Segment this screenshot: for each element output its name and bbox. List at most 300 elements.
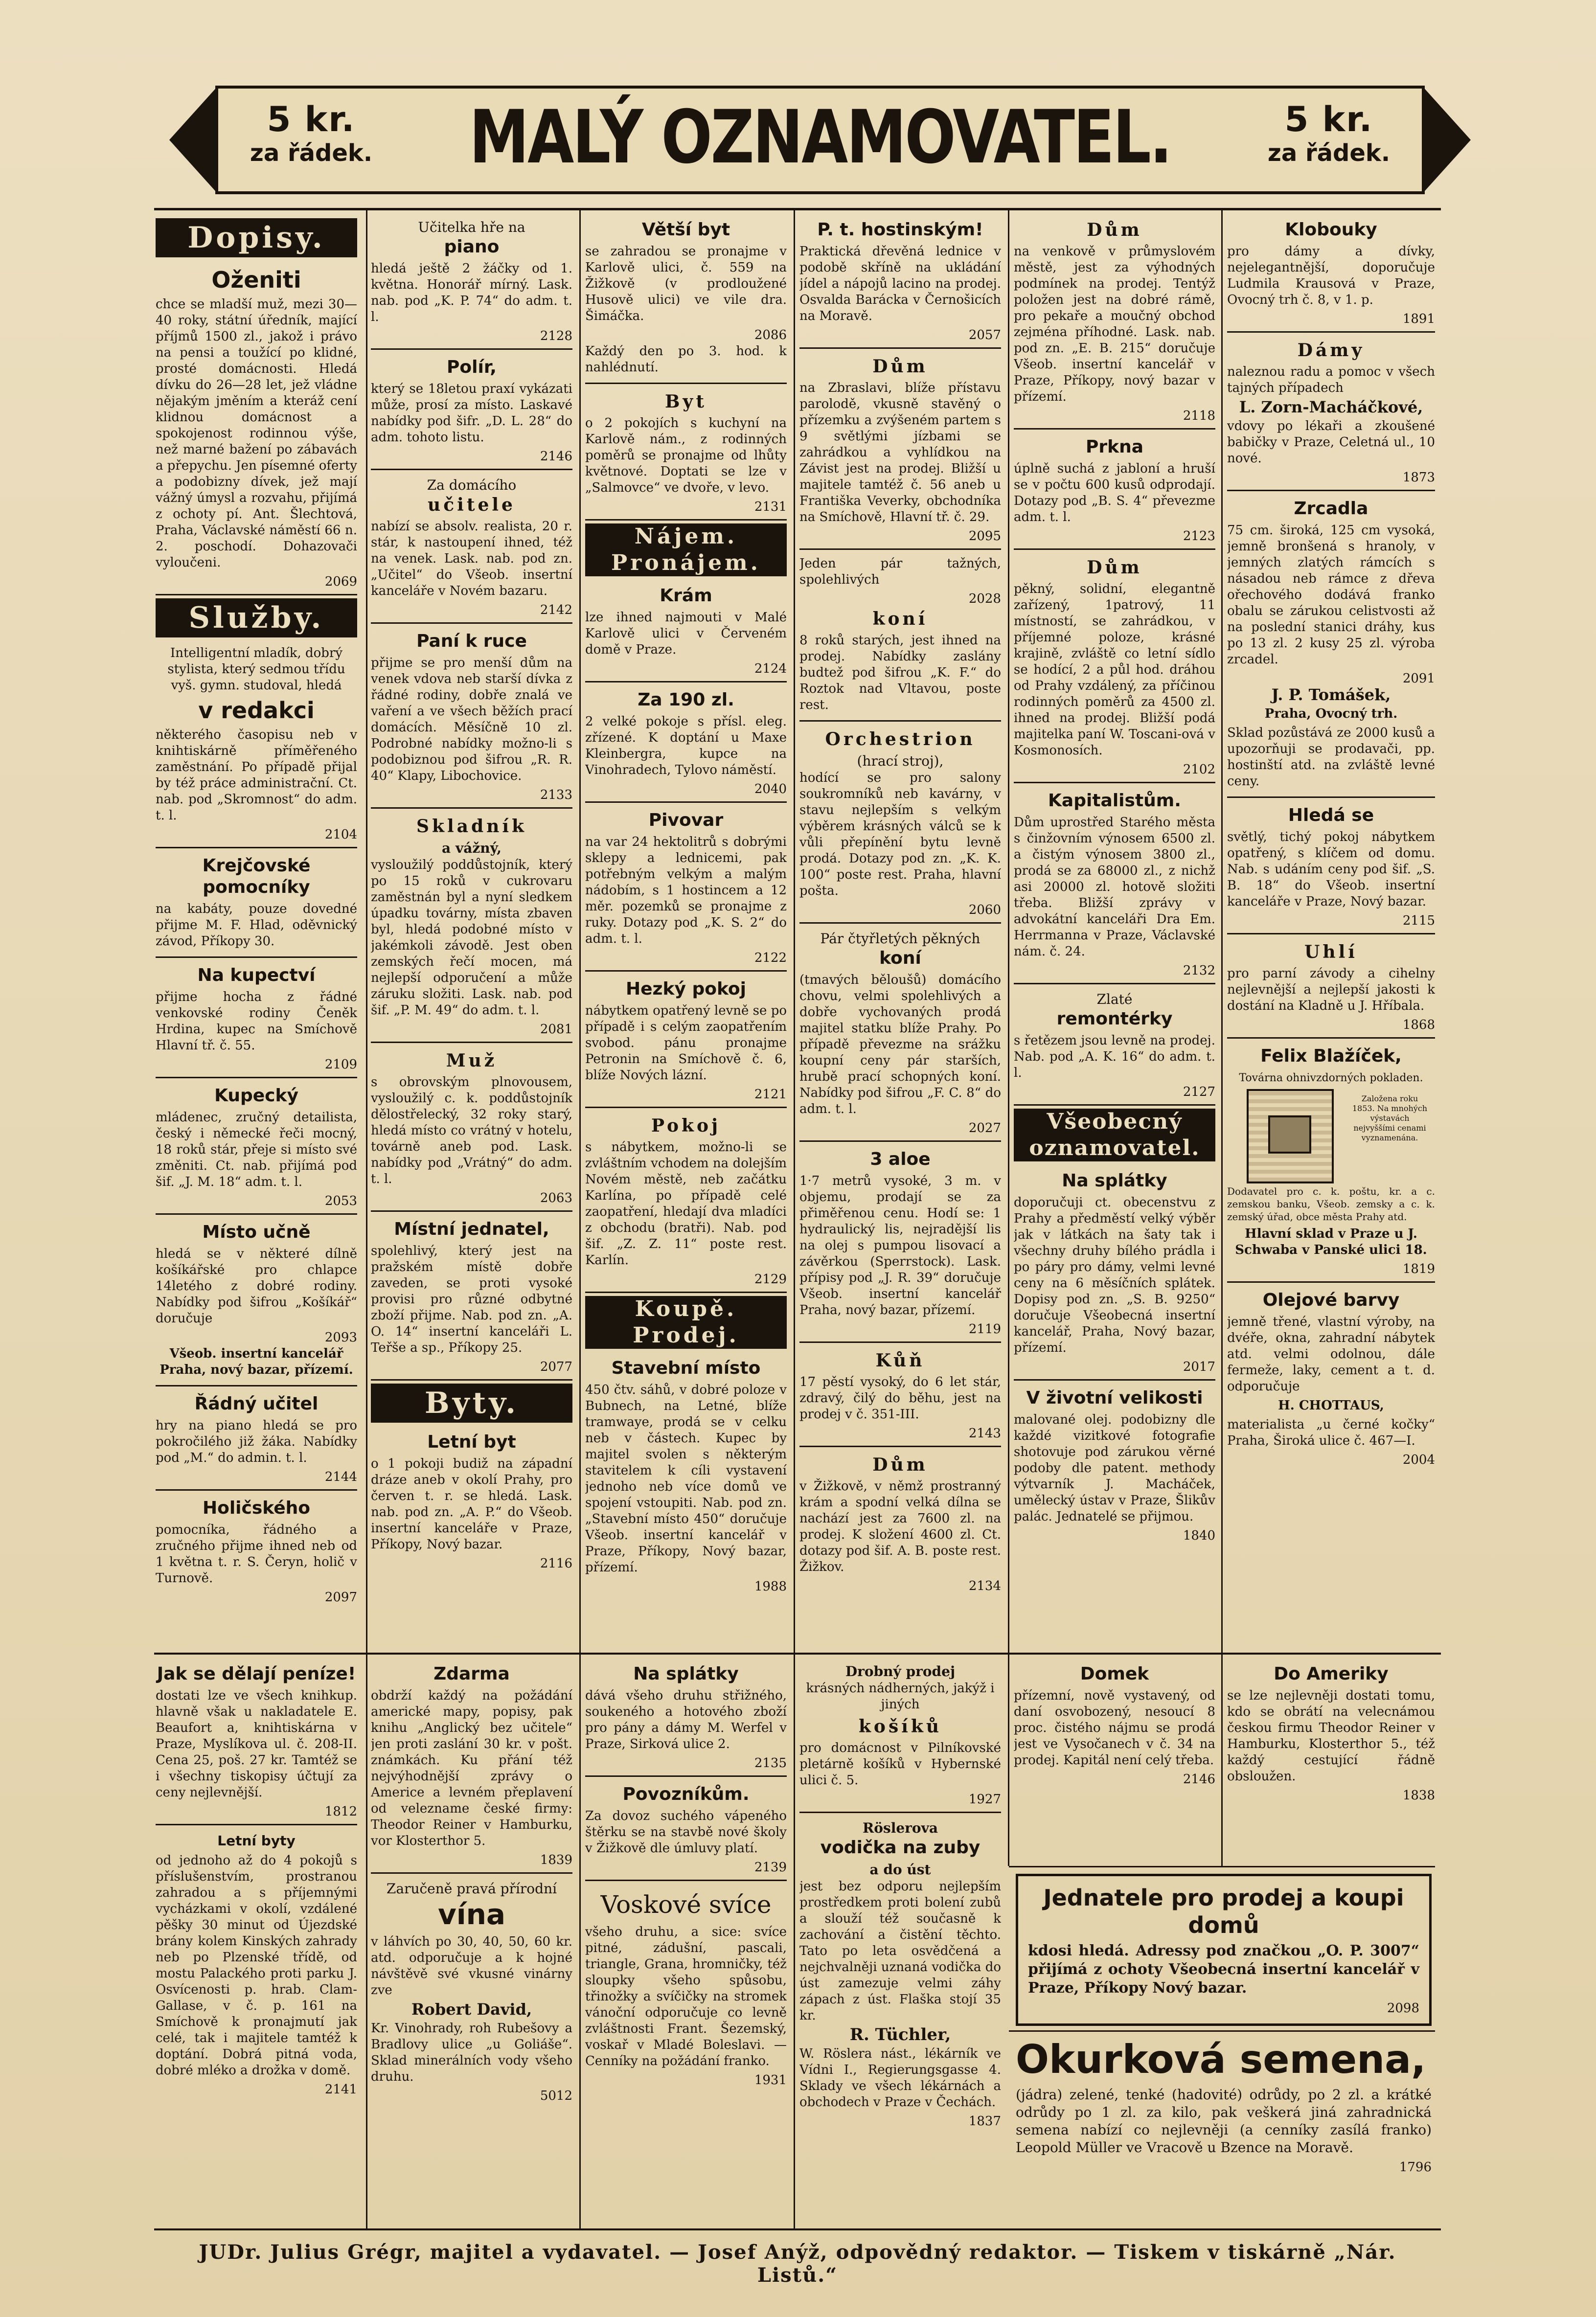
ad-number: 2142 bbox=[540, 603, 572, 617]
ad-heading: Na splátky bbox=[1062, 1171, 1167, 1191]
ad-text: se zahradou se pronajme v Karlově ulici, č. 559 na Žižkově (v prodloužené Husově ulici) ve vile dra. Šimáčka. bbox=[585, 244, 787, 323]
ad-heading: Drobný prodej bbox=[845, 1663, 956, 1680]
ad-subheading: Továrna ohnivzdorných pokladen. bbox=[1239, 1072, 1423, 1084]
ad-heading: vína bbox=[437, 1898, 506, 1931]
ad-text: mládenec, zručný detailista, český i německé řeči mocný, 18 roků stár, přeje si místo své změniti. Ct. nab. přijímá pod šif. „J. M. 18“ adm. t. l. bbox=[156, 1110, 357, 1189]
ad-heading: vodička na zuby bbox=[820, 1838, 980, 1858]
ad-heading: Kupecký bbox=[214, 1086, 298, 1106]
ad-heading: Felix Blažíček, bbox=[1260, 1046, 1402, 1066]
ad-text: se lze nejlevněji dostati tomu, kdo se obrátí na velecnámou českou firmu Theodor Reiner v Hamburku, Klosterthor 5., též každý cestující řádně obsloužen. bbox=[1227, 1688, 1435, 1784]
ad-text: vdovy po lékaři a zkoušené babičky v Praze, Celetná ul., 10 nové. bbox=[1227, 419, 1435, 466]
ad-hleda-se bbox=[1227, 801, 1435, 934]
ad-zivotni-velikosti bbox=[1014, 1384, 1215, 1548]
ad-number: 1812 bbox=[324, 1804, 357, 1819]
ad-subheading: (hrací stroj), bbox=[857, 753, 944, 769]
imprint-footer: JUDr. Julius Grégr, majitel a vydavatel. — Josef Anýž, odpovědný redaktor. — Tiskem v tiskárně „Nár. Listů.“ bbox=[199, 2241, 1396, 2287]
ad-heading: Oženiti bbox=[211, 267, 301, 293]
ad-heading: Zrcadla bbox=[1294, 499, 1368, 519]
ad-kupecky bbox=[156, 1081, 357, 1215]
ad-text: 17 pěstí vysoký, do 6 let stár, zdravý, čilý do běhu, jest na prodej v č. 351-III. bbox=[799, 1375, 1001, 1422]
ad-piano bbox=[371, 215, 572, 350]
ad-text: nabízí se absolv. realista, 20 r. stár, k nastoupení ihned, též na venek. Lask. nab. pod zn. „Učitel“ do Všeob. insertní kanceláře v Novém bazaru. bbox=[371, 519, 572, 598]
ad-heading: Paní k ruce bbox=[416, 631, 527, 651]
section-najem: Nájem. Pronájem. bbox=[585, 523, 787, 576]
ad-number: 2144 bbox=[324, 1470, 357, 1484]
ad-text: na var 24 hektolitrů s dobrými sklepy a lednicemi, pak potřebným velkým a malým nádobím, s 1 hostincem a 12 měr. pozemků se pronajme z ruky. Dotazy pod „K. S. 2“ do adm. t. l. bbox=[585, 835, 787, 946]
divider-horizontal bbox=[1009, 2030, 1435, 2032]
ad-text: Dům uprostřed Starého města s činžovním výnosem 6500 zl. a čistým výnosem 3800 zl., prodá se za 68000 zl., z nichž asi 20000 zl. hotově složiti třeba. Bližší zprávy v advokátní kanceláři Dra Em. Herrmanna v Praze, Václavské nám. č. 24. bbox=[1014, 815, 1215, 959]
ad-heading: Domek bbox=[1080, 1664, 1149, 1684]
ad-kram bbox=[585, 581, 787, 682]
ad-vetsi-byt bbox=[585, 215, 787, 384]
lower-column-2 bbox=[371, 1659, 572, 2225]
ad-number: 1839 bbox=[540, 1853, 572, 1867]
ad-number: 1873 bbox=[1402, 470, 1435, 485]
ad-number: 2146 bbox=[540, 449, 572, 464]
ad-heading: v redakci bbox=[198, 697, 315, 724]
ad-text: Praktická dřevěná lednice v podobě skříně na ukládání jídel a nápojů lacino na prodej. Osvalda Barácka v Černošicích na Moravě. bbox=[799, 244, 1001, 323]
ad-number: 1988 bbox=[754, 1579, 787, 1594]
ad-voskove-svice bbox=[585, 1884, 787, 2092]
ad-heading: Místo učně bbox=[202, 1222, 311, 1242]
ad-number: 1840 bbox=[1183, 1528, 1215, 1543]
ad-heading: piano bbox=[444, 237, 500, 257]
column-1 bbox=[156, 215, 357, 1649]
ad-address: Praha, Ovocný trh. bbox=[1264, 706, 1398, 721]
ad-misto-ucne bbox=[156, 1218, 357, 1386]
ad-text: (tmavých běloušů) domácího chovu, velmi spolehlivých a dobře vychovaných prodá majitel statku blíže Prahy. Po případě převezme na srážku koupní ceny pár starších, hrubě prací schopných koní. Nabídky pod šifrou „F. C. 8“ do adm. t. l. bbox=[799, 973, 1001, 1116]
illustration-caption: Založena roku 1853. Na mnohých výstavách nejvyššími cenami vyznamenána. bbox=[1352, 1094, 1428, 1142]
ad-text: chce se mladší muž, mezi 30—40 roky, státní úředník, mající příjmů 1500 zl., jakož i právo na pensi a toužící po klidné, prosté domácnosti. Hledá dívku do 26—28 let, jež vládne nějakým jměním a kteráž cení klidnou domácnost a spokojenost rodinnou výše, než marné bažení po zábavách a přepychu. Jen písemné oferty a podobizny dívek, jež mají vážný úmysl a rozvahu, přijímá z ochoty pí. Ant. Šlechtová, Praha, Václavské náměstí 66 n. 2. poschodí. Dohazovači vyloučeni. bbox=[156, 297, 357, 570]
ad-mistni-jednatel bbox=[371, 1215, 572, 1381]
column-2 bbox=[371, 215, 572, 1649]
ad-povoznikum bbox=[585, 1780, 787, 1881]
column-divider bbox=[366, 210, 367, 1653]
ad-heading: Skladník bbox=[416, 816, 527, 837]
ad-text: Jeden pár tažných, spolehlivých bbox=[799, 556, 1001, 587]
section-byty: Byty. bbox=[371, 1384, 572, 1423]
ad-heading: Na splátky bbox=[633, 1664, 739, 1684]
ad-text: dává všeho druhu střižného, soukeného a hotového zboží pro pány a dámy M. Werfel v Praze, Sirková ulice 2. bbox=[585, 1688, 787, 1751]
ad-domek bbox=[1014, 1659, 1215, 1792]
ad-heading: Kapitalistům. bbox=[1048, 791, 1181, 811]
ad-text: v Žižkově, v němž prostranný krám a spodní velká dílna se nachází jest za 7600 zl. na prodej. K složení 4600 zl. Ct. dotazy pod šif. A. B. poste rest. Žižkov. bbox=[799, 1479, 1001, 1574]
ad-radny-ucitel bbox=[156, 1389, 357, 1491]
ad-heading: Letní byt bbox=[427, 1432, 516, 1452]
price-left: 5 kr. bbox=[267, 99, 356, 139]
ad-text: Každý den po 3. hod. k nahlédnutí. bbox=[585, 344, 787, 375]
ad-prkna bbox=[1014, 432, 1215, 550]
ad-heading: Pokoj bbox=[651, 1115, 721, 1136]
ad-byt bbox=[585, 387, 787, 521]
ad-heading: Dům bbox=[872, 356, 928, 377]
ad-kicker: Učitelka hře na bbox=[418, 219, 525, 235]
ad-vodicka-na-zuby bbox=[799, 1816, 1001, 2134]
ad-hostinskym bbox=[799, 215, 1001, 349]
ad-number: 2097 bbox=[324, 1590, 357, 1605]
ad-heading: Prkna bbox=[1085, 437, 1143, 457]
ad-heading: učitele bbox=[428, 495, 516, 515]
ad-number: 2132 bbox=[1183, 963, 1215, 978]
ad-skladnik bbox=[371, 812, 572, 1043]
ad-text: na Zbraslavi, blíže přístavu parolodě, vkusně stavěný o přízemku a zvýšeném partem s 9 světlými jízbami se zahrádkou a vyhlídkou na Závist jest na prodej. Bližší u majitele tamtéž č. 56 aneb u Františka Veverky, obchodníka na Smíchově, Hlavní tř. č. 29. bbox=[799, 381, 1001, 524]
ad-heading: Řádný učitel bbox=[194, 1394, 319, 1414]
ad-kicker: Za domácího bbox=[427, 477, 517, 493]
ad-heading: Jak se dělají peníze! bbox=[157, 1664, 356, 1684]
ad-number: 2053 bbox=[324, 1194, 357, 1208]
ad-number: 2102 bbox=[1183, 762, 1215, 777]
lower-column-6 bbox=[1227, 1659, 1435, 1865]
ad-heading: Dům bbox=[1087, 220, 1142, 240]
ad-heading: koní bbox=[872, 609, 928, 629]
ad-name: Robert David, bbox=[411, 2000, 532, 2019]
ad-number: 2131 bbox=[754, 500, 787, 514]
ad-number: 2063 bbox=[540, 1191, 572, 1205]
jednatele-box bbox=[1016, 1874, 1432, 2026]
ad-dum-zizkov bbox=[799, 1450, 1001, 1598]
ad-text: vysloužilý poddůstojník, který po 15 roků v cukrovaru zaměstnán byl a nyní sledkem úpadku továrny, místa zbaven byl, hledá podobné místo v jakémkoli závodě. Jest oben zemských řečí mocen, má nejlepší odporučení a může záruku složiti. Lask. nab. pod šif. „P. M. 49“ do adm. t. l. bbox=[371, 858, 572, 1018]
ad-remonterky bbox=[1014, 987, 1215, 1106]
ad-number: 2134 bbox=[968, 1579, 1001, 1593]
ad-number: 2124 bbox=[754, 661, 787, 676]
ad-olejove-barvy bbox=[1227, 1286, 1435, 1472]
ad-text: s obrovským plnovousem, vysloužilý c. k. poddůstojník dělostřelecký, 32 roky starý, hledá místo co vrátný v hotelu, továrně aneb pod. Lask. nabídky pod „Vrátný“ do adm. t. l. bbox=[371, 1075, 572, 1186]
ad-number: 2104 bbox=[324, 827, 357, 842]
column-6 bbox=[1227, 215, 1435, 1649]
ad-text: W. Röslera nást., lékárník ve Vídni I., Regierungsgasse 4. Sklady ve všech lékárnách a obchodech v Praze v Čechách. bbox=[799, 2046, 1001, 2110]
column-divider bbox=[579, 210, 581, 1653]
ad-heading: Byt bbox=[665, 391, 707, 412]
ad-uhli bbox=[1227, 937, 1435, 1039]
ad-text: Intelligentní mladík, dobrý stylista, který sedmou třídu vyš. gymn. studoval, hledá bbox=[167, 646, 345, 693]
ad-subheading: a vážný, bbox=[442, 840, 502, 856]
ad-heading: Místní jednatel, bbox=[394, 1219, 549, 1239]
ad-heading: Dámy bbox=[1297, 340, 1365, 361]
masthead-price-left bbox=[243, 99, 380, 167]
ad-text: který se 18letou praxí vykázati může, prosí za místo. Laskavé nabídky pod šifr. „D. L. 28“ do adm. tohoto listu. bbox=[371, 382, 572, 445]
ad-stavebni-misto bbox=[585, 1354, 787, 1599]
ad-jednatele bbox=[1016, 1874, 1432, 2035]
ad-text: pro domácnost v Pilníkovské pletárně košíků v Hybernské ulici č. 5. bbox=[799, 1741, 1001, 1788]
ad-number: 1837 bbox=[968, 2114, 1001, 2129]
section-koupe: Koupě. Prodej. bbox=[585, 1296, 787, 1349]
price-right-sub: za řádek. bbox=[1267, 139, 1391, 167]
ad-text: 450 čtv. sáhů, v dobré poloze v Bubnech, na Letné, blíže tramwaye, prodá se v celku neb v částech. Kupec by majitel svolen s některým stavitelem k cíli vystavení jednoho neb více domů ve spojení vstoupiti. Nab. pod zn. „Stavební místo 450“ doručuje Všeob. insertní kancelář v Praze, Příkopy, Nový bazar, přízemí. bbox=[585, 1383, 787, 1575]
masthead-title: MALÝ OZNAMOVATEL. bbox=[469, 95, 1171, 180]
ad-3-aloe bbox=[799, 1145, 1001, 1343]
ad-heading: Zdarma bbox=[433, 1664, 510, 1684]
ad-krejcovske bbox=[156, 851, 357, 958]
ad-number: 2098 bbox=[1387, 2001, 1419, 2016]
ad-heading: Letní byty bbox=[217, 1833, 296, 1849]
ad-koni-par bbox=[799, 553, 1001, 722]
ad-muz bbox=[371, 1046, 572, 1212]
ad-text: s nábytkem, možno-li se zvláštním vchodem na dolejším Novém městě, neb začátku Karlína, po případě celé zaopatření, hledají dva mladíci z obchodu (bratři). Nab. pod šif. „Z. Z. 11“ poste rest. Karlín. bbox=[585, 1140, 787, 1268]
ad-heading: Hezký pokoj bbox=[626, 979, 746, 999]
ad-number: 1931 bbox=[754, 2073, 787, 2088]
ad-number: 2121 bbox=[754, 1087, 787, 1102]
column-divider bbox=[1008, 1655, 1009, 1866]
ad-number: 2123 bbox=[1183, 529, 1215, 544]
ad-number: 1796 bbox=[1399, 2160, 1432, 2175]
ad-kapitalistum bbox=[1014, 786, 1215, 984]
ad-kicker: Zlaté bbox=[1096, 991, 1133, 1007]
column-3 bbox=[585, 215, 787, 1649]
column-4 bbox=[799, 215, 1001, 1649]
safe-illustration bbox=[1227, 1089, 1435, 1182]
ad-subheading: a do úst bbox=[869, 1862, 931, 1878]
lower-column-1 bbox=[156, 1659, 357, 2225]
ad-number: 2119 bbox=[968, 1322, 1001, 1337]
ad-name: H. CHOTTAUS, bbox=[1278, 1398, 1384, 1413]
ad-number: 1819 bbox=[1402, 1262, 1435, 1276]
ad-number: 2017 bbox=[1183, 1360, 1215, 1374]
ad-kun bbox=[799, 1346, 1001, 1447]
ad-number: 2057 bbox=[968, 328, 1001, 342]
ad-number: 2081 bbox=[540, 1022, 572, 1037]
ad-ozeniti bbox=[156, 262, 357, 595]
ad-text: úplně suchá z jabloní a hruší se v počtu 600 kusů odprodají. Dotazy pod „B. S. 4“ převezme adm. t. l. bbox=[1014, 461, 1215, 524]
ad-heading: Uhlí bbox=[1304, 942, 1358, 962]
ad-number: 2127 bbox=[1183, 1085, 1215, 1099]
ad-number: 2086 bbox=[754, 328, 787, 342]
ad-text: lze ihned najmouti v Malé Karlově ulici v Červeném domě v Praze. bbox=[585, 610, 787, 657]
ad-number: 2133 bbox=[540, 788, 572, 802]
ad-letni-byty bbox=[156, 1828, 357, 2102]
ad-heading: Voskové svíce bbox=[600, 1890, 772, 1919]
section-dopisy: Dopisy. bbox=[156, 218, 357, 257]
ad-orchestrion bbox=[799, 725, 1001, 924]
top-rule bbox=[154, 208, 1441, 210]
ad-text: s řetězem jsou levně na prodej. Nab. pod „A. K. 16“ do adm. t. l. bbox=[1014, 1033, 1215, 1080]
ad-number: 2143 bbox=[968, 1426, 1001, 1441]
ad-heading: košíků bbox=[858, 1716, 942, 1737]
ad-text: od jednoho až do 4 pokojů s příslušenstvím, prostranou zahradou a s příjemnými vycházkami v okolí, vzdálené pěšky 30 minut od Újezdské brány kolem Kinských zahrady neb po Plzenské třídě, od mostu Palackého proti parku J. Osvícenosti p. hrab. Clam-Gallase, v č. p. 161 na Smíchově k pronajmutí jak celé, tak i majitele tamtéž k doptání. Dobrá pitná voda, dobré mléko a drožka v domě. bbox=[156, 1853, 357, 2078]
ad-text: některého časopisu neb v knihtiskárně příměřeného zaměstnání. Po případě přijal by též práce administrační. Ct. nab. pod „Skromnost“ do adm. t. l. bbox=[156, 727, 357, 823]
ad-number: 2077 bbox=[540, 1360, 572, 1374]
ad-heading: Dům bbox=[872, 1454, 928, 1475]
ad-number: 2060 bbox=[968, 903, 1001, 917]
ad-heading: Krejčovské pomocníky bbox=[202, 856, 311, 897]
ad-text: Sklad pozůstává ze 2000 kusů a upozorňuji se prodavači, pp. hostinští atd. na zvláště levné ceny. bbox=[1227, 726, 1435, 789]
ad-heading: Olejové barvy bbox=[1262, 1290, 1400, 1310]
ad-pivovar bbox=[585, 806, 787, 972]
ad-hezky-pokoj bbox=[585, 975, 787, 1108]
ad-text: krásných nádherných, jakýž i jiných bbox=[806, 1681, 995, 1712]
ad-okurkova-semena bbox=[1016, 2035, 1432, 2226]
ad-number: 2141 bbox=[324, 2082, 357, 2097]
middle-rule bbox=[154, 1653, 1441, 1655]
ad-na-kupectvi bbox=[156, 961, 357, 1078]
price-left-sub: za řádek. bbox=[250, 139, 373, 167]
ad-number: 2069 bbox=[324, 574, 357, 589]
ad-heading: Pivovar bbox=[648, 810, 724, 830]
ad-text: v láhvích po 30, 40, 50, 60 kr. atd. odporučuje a k hojné návštěvě své vkusné vinárny zve bbox=[371, 1934, 572, 1998]
column-divider bbox=[579, 1655, 581, 2228]
ad-text: světlý, tichý pokoj nábytkem opatřený, s klíčem od domu. Nab. s udáním ceny pod šif. „S. B. 18“ do Všeob. insertní kanceláře v Praze, Nový bazar. bbox=[1227, 830, 1435, 909]
ad-text: Za dovoz suchého vápeného štěrku se na stavbě nové školy v Žižkově dle úmluvy platí. bbox=[585, 1809, 787, 1856]
ad-text: 8 roků starých, jest ihned na prodej. Nabídky zaslány budtež pod šifrou „K. F.“ do Roztok nad Vltavou, poste rest. bbox=[799, 633, 1001, 712]
ad-text: pro dámy a dívky, nejelegantnější, doporučuje Ludmila Krausová v Praze, Ovocný trh č. 8, v 1. p. bbox=[1227, 244, 1435, 307]
ad-heading: Jednatele pro prodej a koupi domů bbox=[1043, 1885, 1404, 1938]
ad-zdarma bbox=[371, 1659, 572, 1874]
ad-jak-se-delaji-penize bbox=[156, 1659, 357, 1825]
ad-text: přijme se pro menší dům na venek vdova neb starší dívka z řádné rodiny, dobře znalá ve vaření a ve všech běžích prací domácích. Měsíčně 10 zl. Podrobné nabídky možno-li s podobiznou pod šifrou „R. R. 40“ Klapy, Libochovice. bbox=[371, 656, 572, 783]
ad-number: 2135 bbox=[754, 1756, 787, 1771]
ad-text: hodící se pro salony soukromníků neb kavárny, v stavu nejlepším s velkým výběrem krásných válců se k vůli přepínění bytu levně prodá. Dotazy pod zn. „K. K. 100“ poste rest. Praha, hlavní pošta. bbox=[799, 771, 1001, 898]
ad-number: 2146 bbox=[1183, 1772, 1215, 1787]
column-divider bbox=[1221, 1655, 1223, 1866]
ad-number: 1838 bbox=[1402, 1788, 1435, 1803]
ad-text: hledá se v některé dílně košíkářské pro chlapce 14letého z dobré rodiny. Nabídky pod šifrou „Košíkář“ doručuje bbox=[156, 1247, 357, 1326]
ad-pani-k-ruce bbox=[371, 627, 572, 809]
lower-column-4 bbox=[799, 1659, 1001, 2225]
ad-text: dostati lze ve všech knihkup. hlavně však u nakladatele E. Beaufort a, knihtiskárna v Praze, Myslíkova ul. č. 208-II. Cena 25, poš. 27 kr. Tamtéž se i všechny tiskopisy účtují za ceny nejlevnější. bbox=[156, 1688, 357, 1800]
ad-name: L. Zorn-Macháčkové, bbox=[1239, 398, 1423, 416]
section-vseobecny-oznamovatel: Všeobecný oznamovatel. bbox=[1014, 1109, 1215, 1161]
ad-text: hledá ještě 2 žáčky od 1. května. Honorář mírný. Lask. nab. pod „K. P. 74“ do adm. t. l. bbox=[371, 261, 572, 324]
ad-kicker: Zaručeně pravá přírodní bbox=[386, 1881, 557, 1897]
ad-heading: P. t. hostinským! bbox=[817, 220, 983, 240]
ad-kicker: Pár čtyřletých pěkných bbox=[820, 931, 980, 947]
ad-heading: Povozníkům. bbox=[622, 1784, 750, 1804]
ad-number: 2116 bbox=[540, 1556, 572, 1571]
divider-horizontal bbox=[1009, 1866, 1435, 1867]
ad-pokoj bbox=[585, 1111, 787, 1293]
ad-heading: Klobouky bbox=[1285, 220, 1377, 240]
ad-number: 1891 bbox=[1402, 312, 1435, 326]
ad-number: 2028 bbox=[968, 591, 1001, 606]
ad-text: na kabáty, pouze dovedné přijme M. F. Hlad, oděvnický závod, Příkopy 30. bbox=[156, 902, 357, 949]
ad-heading: remontérky bbox=[1056, 1009, 1173, 1029]
ad-text: jemně třené, vlastní výroby, na dvéře, okna, zahradní nábytek atd. velmi odolnou, dále fermeže, laky, cement a t. d. odporučuje bbox=[1227, 1315, 1435, 1394]
ad-text: pro parní závody a cihelny nejlevnější a nejlepší jakosti k dostání na Kladně u J. Hříbala. bbox=[1227, 966, 1435, 1013]
ad-text: přízemní, nově vystavený, od daní osvobozený, nesoucí 8 proc. čistého nájmu se prodá jest ve Vysočanech v č. 34 na prodej. Kapitál není celý třeba. bbox=[1014, 1688, 1215, 1768]
ad-do-ameriky bbox=[1227, 1659, 1435, 1808]
ad-text: 75 cm. široká, 125 cm vysoká, jemně bronšená s hranoly, v jemných zlatých rámcích s násadou neb rámce z dřeva ořechového dodává franko obalu se zárukou celistvosti až na poslední stanici dráhy, kus po 13 zl. 2 kusy 25 zl. výroba zrcadel. bbox=[1227, 523, 1435, 667]
ad-heading: Polír, bbox=[447, 357, 497, 377]
ad-number: 2027 bbox=[968, 1121, 1001, 1136]
ad-name: R. Tüchler, bbox=[849, 2025, 951, 2044]
ad-number: 2122 bbox=[754, 951, 787, 965]
ad-number: 2118 bbox=[1183, 409, 1215, 423]
ad-v-redakci bbox=[156, 642, 357, 848]
ad-zrcadla bbox=[1227, 494, 1435, 798]
ad-dum-zbraslav bbox=[799, 352, 1001, 550]
ad-dum-pekny bbox=[1014, 553, 1215, 783]
ad-letni-byt bbox=[371, 1428, 572, 1576]
price-right: 5 kr. bbox=[1284, 99, 1373, 139]
ad-heading: Do Ameriky bbox=[1274, 1664, 1389, 1684]
ad-heading: Krám bbox=[660, 586, 712, 606]
ad-text: pěkný, solidní, elegantně zařízený, 1patrový, 11 místností, se zahrádkou, v příjemné poloze, krásné krajině, zvláště co letní sídlo se hodící, 2 a půl hod. dráhou od Prahy vzdálený, za příčinou rodinných poměrů za 4500 zl. ihned na prodej. Bližší podá majitelka paní W. Toscani-ová v Kosmonosích. bbox=[1014, 582, 1215, 758]
ad-text: Všeob. insertní kancelář Praha, nový bazar, přízemí. bbox=[160, 1346, 353, 1377]
ad-text: 1·7 metrů vysoké, 3 m. v objemu, prodají se za přiměřenou cenu. Hodí se: 1 hydraulický lis, nejradější lis na olej s pumpou lisovací a závěrkou (Sperrstock). Lask. přípisy pod „J. R. 39“ doručuje Všeob. insertní kancelář Praha, nový bazar, přízemí. bbox=[799, 1174, 1001, 1318]
ad-text: Dodavatel pro c. k. poštu, kr. a c. zemskou banku, Všeob. zemsky a c. k. zemský úřad, obce města Prahy atd. bbox=[1227, 1185, 1435, 1223]
ad-number: 2091 bbox=[1402, 671, 1435, 686]
column-5 bbox=[1014, 215, 1215, 1649]
ad-heading: Muž bbox=[446, 1050, 498, 1071]
ad-text: pomocníka, řádného a zručného přijme ihned neb od 1 května t. r. S. Čeryn, holič v Turnově. bbox=[156, 1522, 357, 1586]
lower-column-5 bbox=[1014, 1659, 1215, 1865]
section-sluzby: Služby. bbox=[156, 598, 357, 637]
ad-text: všeho druhu, a sice: svíce pitné, zádušní, pascali, triangle, Grana, hromničky, též sloupky všeho spůsobu, třinožky a svíčičky na stromek vánoční odporučuje co levně zvláštnosti Frant. Šezemský, voskař v Mladé Boleslavi. — Cenníky na požádání franko. bbox=[585, 1925, 787, 2068]
ad-kosiku bbox=[799, 1659, 1001, 1813]
ad-text: (jádra) zelené, tenké (hadovité) odrůdy, po 2 zl. a krátké odrůdy po 1 zl. za kilo, pak veškerá jiná zahradnická semena nabízí co nejlevněji (a cenníky zasílá franko) Leopold Müller ve Vracově u Bzence na Moravě. bbox=[1016, 2087, 1432, 2156]
ad-text: jest bez odporu nejlepším prostředkem proti bolení zubů a slouží též současně k zachování a čistění těchto. Tato po leta osvědčená a nejchvalněji uznaná vodička do úst zamezuje velmi záhy zápach z úst. Flaška stojí 35 kr. bbox=[799, 1879, 1001, 2023]
ad-text: hry na piano hledá se pro pokročilého již žáka. Nabídky pod „M.“ do admin. t. l. bbox=[156, 1418, 357, 1465]
ad-text: Kr. Vinohrady, roh Rubešovy a Bradlovy ulice „u Goliáše“. Sklad minerálních vody všeho druhu. bbox=[371, 2021, 572, 2084]
ad-heading: 3 aloe bbox=[870, 1149, 931, 1169]
lower-column-3 bbox=[585, 1659, 787, 2225]
ad-text: o 2 pokojích s kuchyní na Karlově nám., z rodinných poměrů se pronajme od lhůty květnové. Doptati se lze v „Salmovce“ ve dvoře, v levo. bbox=[585, 416, 787, 495]
ad-polir bbox=[371, 353, 572, 470]
column-divider bbox=[794, 210, 795, 1653]
masthead bbox=[215, 86, 1425, 194]
ad-text: materialista „u černé kočky“ Praha, Široká ulice č. 467—I. bbox=[1227, 1417, 1435, 1448]
ad-heading: Dům bbox=[1087, 557, 1142, 578]
ad-klobouky bbox=[1227, 215, 1435, 333]
ad-na-splatky bbox=[1014, 1166, 1215, 1381]
ad-heading: Na kupectví bbox=[197, 965, 316, 985]
ad-ucitele bbox=[371, 473, 572, 624]
ad-heading: Holičského bbox=[202, 1498, 311, 1518]
ad-heading: Okurková semena, bbox=[1016, 2037, 1426, 2082]
ad-number: 2004 bbox=[1402, 1453, 1435, 1467]
ad-name: J. P. Tomášek, bbox=[1271, 685, 1391, 704]
column-divider bbox=[366, 1655, 367, 2228]
column-divider bbox=[794, 1655, 795, 2228]
ad-heading: Kůň bbox=[875, 1350, 925, 1371]
ad-holicskeho bbox=[156, 1494, 357, 1610]
ad-number: 2129 bbox=[754, 1272, 787, 1287]
ad-koni-ctyrlete bbox=[799, 927, 1001, 1142]
ad-heading: Větší byt bbox=[641, 220, 730, 240]
ad-kicker: Röslerova bbox=[863, 1820, 938, 1836]
safe-image bbox=[1247, 1089, 1334, 1183]
ad-heading: Hledá se bbox=[1288, 805, 1374, 825]
column-divider bbox=[1221, 210, 1223, 1653]
ad-number: 2128 bbox=[540, 329, 572, 343]
ad-number: 2093 bbox=[324, 1330, 357, 1345]
ad-number: 2040 bbox=[754, 782, 787, 796]
ad-number: 2109 bbox=[324, 1057, 357, 1072]
ad-number: 1927 bbox=[968, 1792, 1001, 1807]
ad-text: obdrží každý na požádání americké mapy, popisy, pak knihu „Anglický bez učitele“ jen proti zaslání 30 kr. v pošt. známkách. Ku přání též nejvýhodnější zprávy o Americe a levném přeplavení od velezname české firmy: Theodor Reiner v Hamburku, vor Klosterthor 5. bbox=[371, 1688, 572, 1848]
column-divider bbox=[1008, 210, 1009, 1653]
ad-text: naleznou radu a pomoc v všech tajných případech bbox=[1227, 364, 1435, 395]
ad-text: doporučuji ct. obecenstvu z Prahy a předměstí velký výběr jak v látkách na šaty tak i všechny druhy bílého prádla i po páry pro dámy, velmi levné ceny na 6 měsíčních splátek. Dopisy pod zn. „S. B. 9250“ doručuje Všeobecná insertní kancelář, Praha, Nový bazar, přízemí. bbox=[1014, 1195, 1215, 1355]
ad-number: 2095 bbox=[968, 529, 1001, 544]
ad-number: 2139 bbox=[754, 1860, 787, 1875]
ad-text: spolehlivý, který jest na pražském místě dobře zaveden, se proti vysoké provisi pro různé odbytné zboží přijme. Nab. pod zn. „A. O. 14“ insertní kanceláři L. Teřše a sp., Příkopy 25. bbox=[371, 1244, 572, 1355]
ad-heading: Stavební místo bbox=[611, 1358, 761, 1378]
ad-text: kdosi hledá. Adressy pod značkou „O. P. 3007“ přijímá z ochoty Všeobecná insertní kancelář v Praze, Příkopy Nový bazar. bbox=[1028, 1942, 1419, 1997]
ad-text: Hlavní sklad v Praze u J. Schwaba v Panské ulici 18. bbox=[1235, 1227, 1427, 1257]
ad-heading: V životní velikosti bbox=[1026, 1388, 1203, 1408]
ad-text: přijme hocha z řádné venkovské rodiny Čeněk Hrdina, kupec na Smíchově Hlavní tř. č. 55. bbox=[156, 990, 357, 1053]
ad-na-splatky-werfel bbox=[585, 1659, 787, 1777]
masthead-price-right bbox=[1260, 99, 1397, 167]
ad-dum-venkov bbox=[1014, 215, 1215, 430]
ad-number: 5012 bbox=[540, 2089, 572, 2103]
ad-heading: Orchestrion bbox=[825, 729, 976, 750]
ad-text: na venkově v průmyslovém městě, jest za výhodných podmínek na prodej. Tentýž položen jest na dobré rámě, pro pekaře a moučný obchod zejména příhodné. Lask. nab. pod zn. „E. B. 215“ doručuje Všeob. insertní kancelář v Praze, Příkopy, nový bazar v přízemí. bbox=[1014, 244, 1215, 404]
ad-vina bbox=[371, 1877, 572, 2108]
ad-felix-blazicek bbox=[1227, 1042, 1435, 1283]
ad-number: 1868 bbox=[1402, 1018, 1435, 1032]
ad-text: malované olej. podobizny dle každé vizitkové fotografie shotovuje pod zárukou věrné podoby dle patent. methody výtvarník J. Macháček, umělecký ústav v Praze, Šlikův palác. Jednatelé se přijmou. bbox=[1014, 1412, 1215, 1524]
